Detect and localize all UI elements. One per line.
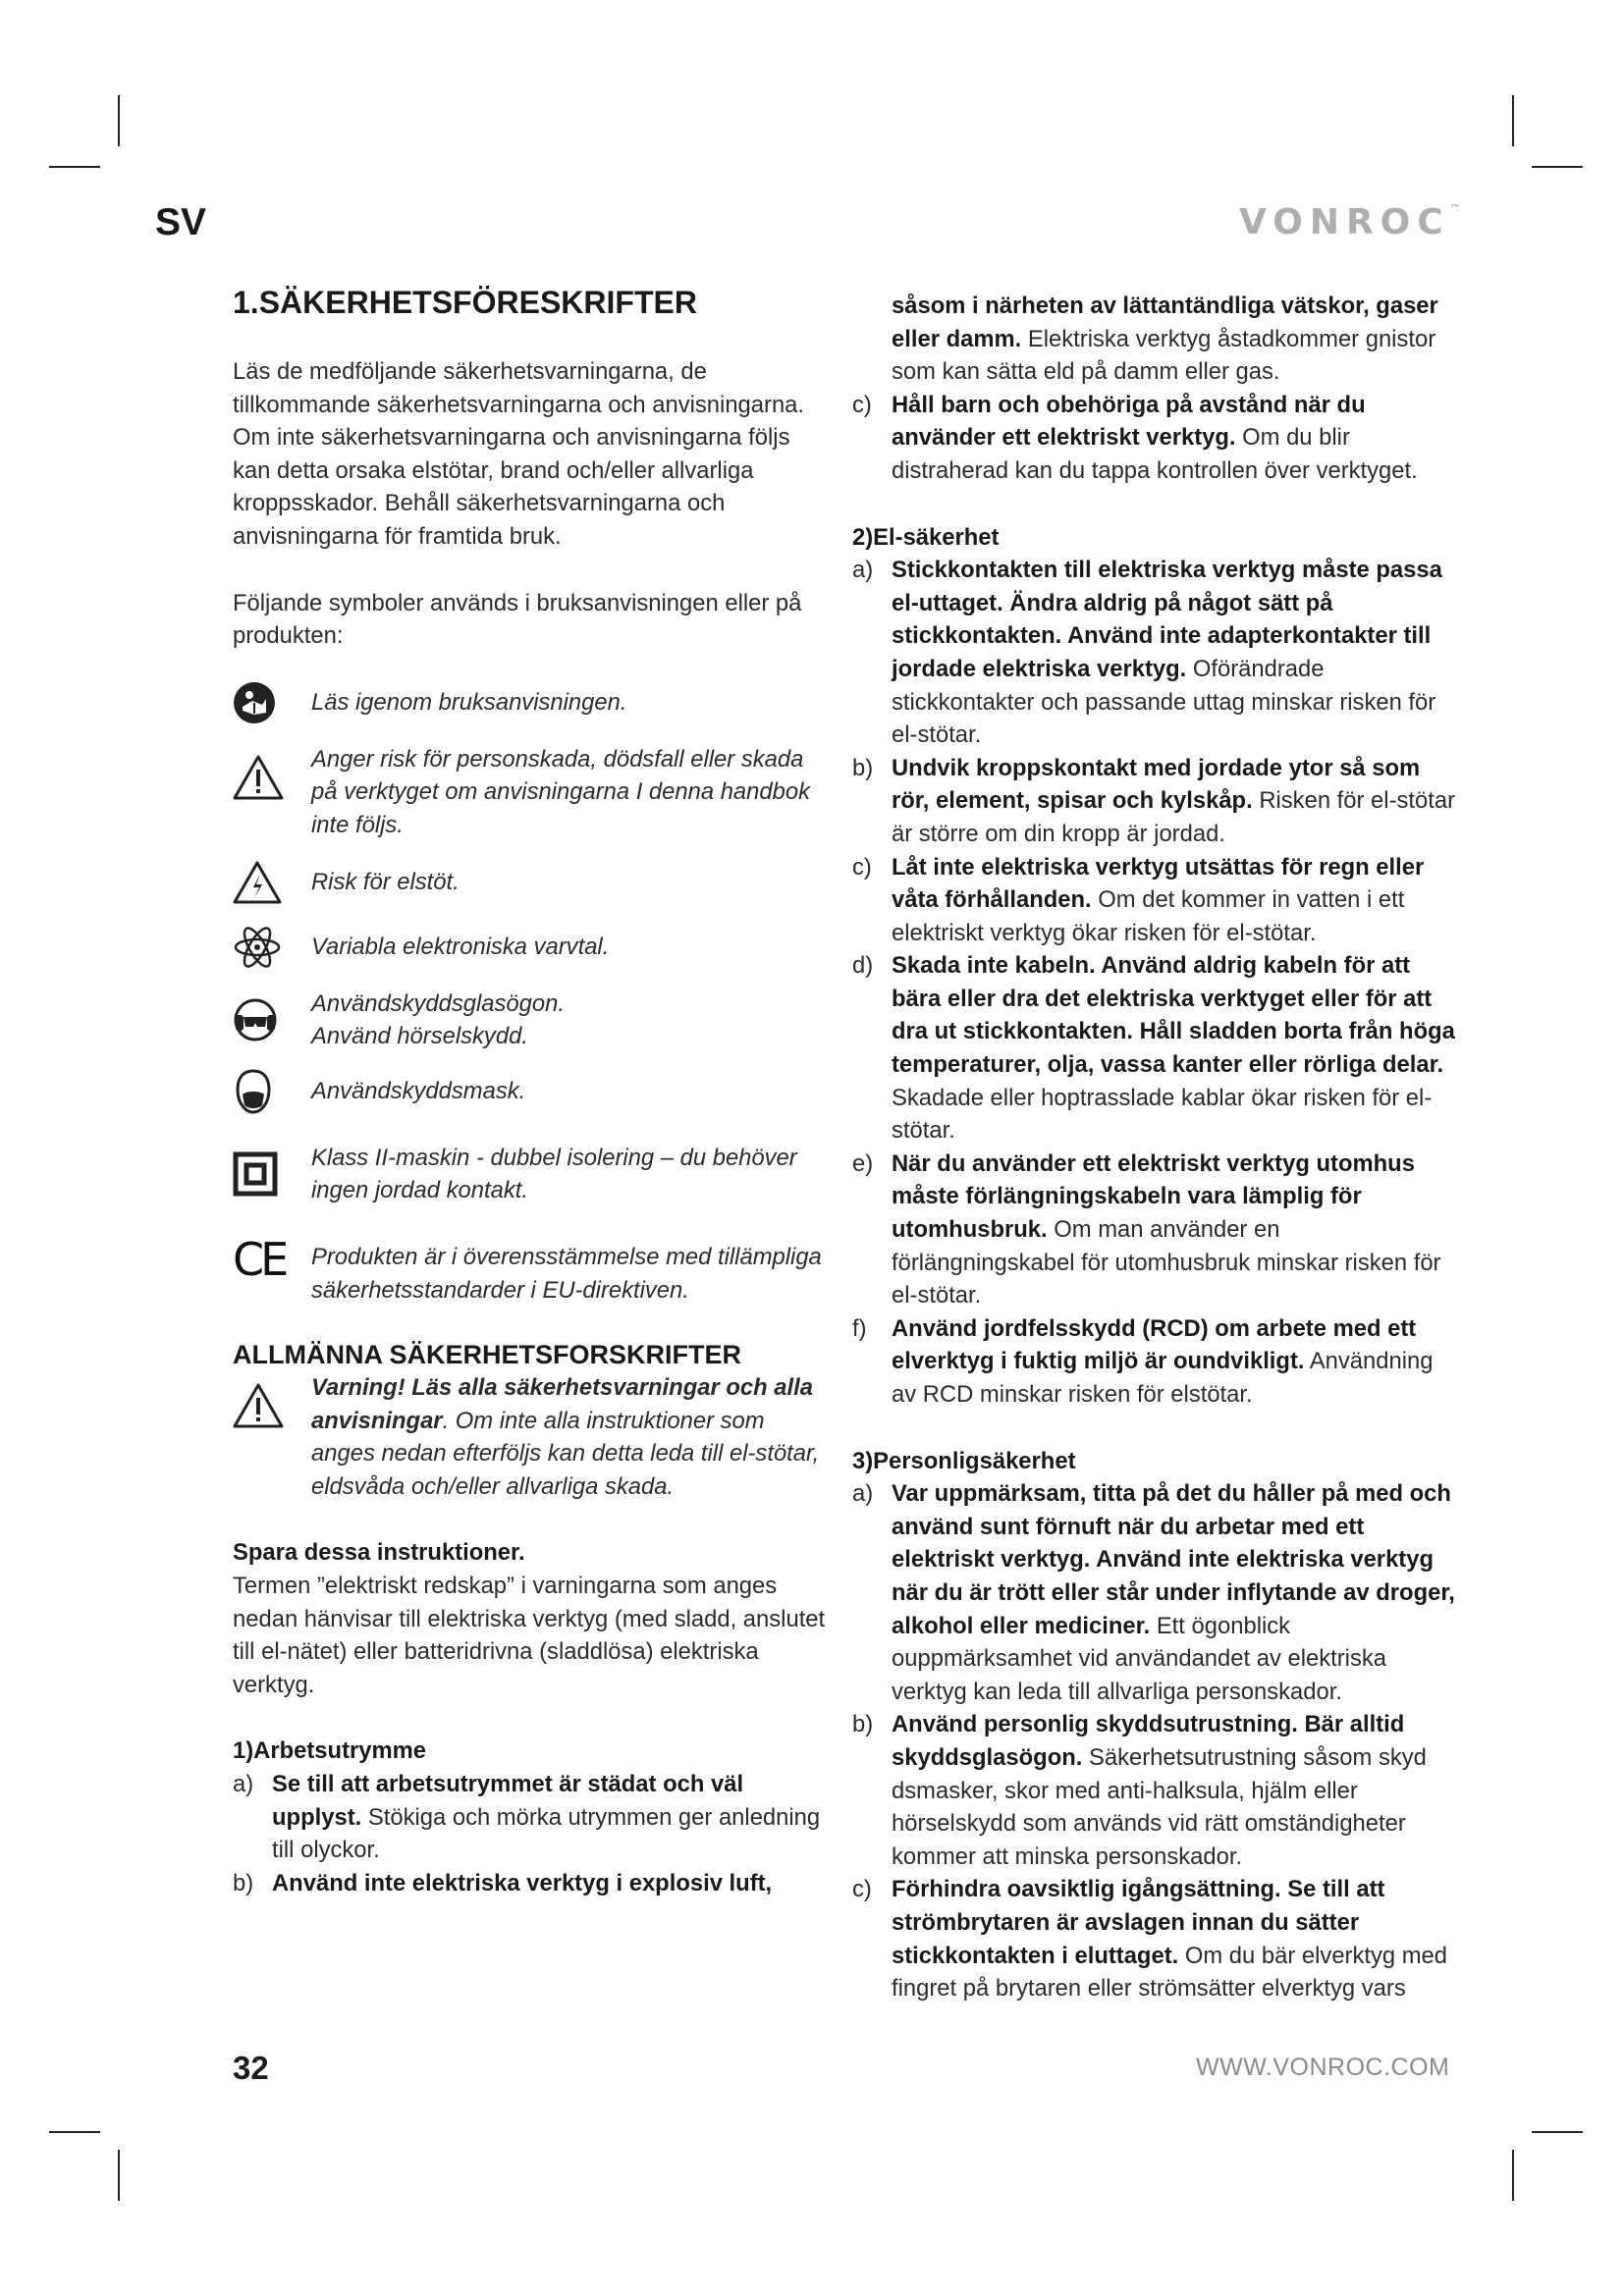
read-manual-icon: [233, 674, 311, 731]
list-text: Risken för el-stötar är större om din kropp är jordad.: [892, 787, 1456, 847]
work-heading: 1)Arbetsutrymme: [233, 1737, 427, 1765]
warning-triangle-icon: [233, 1371, 311, 1440]
list-text: Stökiga och mörka utrymmen ger anledning till olyckor.: [272, 1803, 821, 1864]
list-item: [233, 1768, 832, 1867]
list-item: [852, 1873, 1456, 2004]
symbol-text-line: Använd hörselskydd.: [311, 1023, 528, 1050]
list-letter: a): [233, 1771, 254, 1798]
symbol-text: [311, 988, 565, 1053]
symbol-row: [233, 988, 832, 1053]
warning-text: [311, 1371, 832, 1503]
intro-paragraph: Läs de medföljande säkerhetsvarningarna, de tillkommande säkerhetsvarningarna och anvisningarna. Om inte säkerhetsvarningarna och anvisningarna följs kan detta orsaka elstötar, brand och/eller allvarliga kroppsskador. Behåll säkerhetsvarningarna och anvisningarna för framtida bruk.: [233, 358, 805, 550]
list-letter: c): [852, 1876, 872, 1903]
page-number: 32: [233, 2050, 269, 2086]
list-bold: Stickkontakten till elektriska verktyg måste passa el-uttaget. Ändra aldrig på något sätt på stickkontakten. Använd inte adapterkontakter till jordade elektriska verktyg.: [892, 557, 1442, 682]
symbol-text: Produkten är i överensstämmelse med tillämpliga säkerhetsstandarder i EU-direktiven.: [311, 1243, 822, 1304]
list-text: Om du blir distraherad kan du tappa kontrollen över verktyget.: [892, 424, 1418, 484]
section-title: 1.SÄKERHETSFÖRESKRIFTER: [233, 285, 697, 320]
list-bold: Se till att arbetsutrymmet är städat och väl upplyst.: [272, 1771, 744, 1831]
list-item: [852, 851, 1456, 950]
electric-shock-icon: [233, 854, 311, 911]
list-letter: c): [852, 391, 872, 418]
symbols-intro: Följande symboler används i bruksanvisningen eller på produkten:: [233, 589, 802, 650]
el-heading: 2)El-säkerhet: [852, 523, 1000, 551]
list-letter: a): [852, 557, 874, 584]
list-bold: Håll barn och obehöriga på avstånd när du använder ett elektriskt verktyg.: [892, 391, 1366, 452]
list-item-continued: [852, 290, 1456, 389]
list-bold: Undvik kroppskontakt med jordade ytor så som rör, element, spisar och kylskåp.: [892, 754, 1421, 815]
list-letter: c): [852, 853, 872, 881]
list-text: Skadade eller hoptrasslade kablar ökar risken för el-stötar.: [892, 1084, 1433, 1145]
list-item: [852, 1148, 1456, 1312]
personal-heading: 3)Personligsäkerhet: [852, 1447, 1076, 1474]
trademark-mark: ™: [1449, 202, 1461, 215]
crop-mark: [49, 2131, 100, 2133]
list-bold: Använd inte elektriska verktyg i explosiv luft,: [272, 1869, 773, 1896]
general-heading: ALLMÄNNA SÄKERHETSFORSKRIFTER: [233, 1340, 741, 1370]
list-letter: d): [852, 952, 874, 980]
save-text: Termen ”elektriskt redskap” i varningarna som anges nedan hänvisar till elektriska verktyg (med sladd, anslutet till el-nätet) eller batteridrivna (sladdlösa) elektriska verktyg.: [233, 1573, 826, 1698]
list-letter: b): [233, 1869, 254, 1896]
crop-mark: [1532, 2131, 1583, 2133]
save-heading: Spara dessa instruktioner.: [233, 1539, 525, 1567]
ce-mark-text: CE: [233, 1233, 286, 1287]
list-text: Om du bär elverktyg med fingret på brytaren eller strömsätter elverktyg vars: [892, 1942, 1448, 2002]
list-bold: såsom i närheten av lättantändliga vätskor, gaser eller damm.: [892, 293, 1438, 352]
dust-mask-icon: [233, 1063, 311, 1120]
ce-mark-icon: [233, 1233, 311, 1287]
list-item: [852, 949, 1456, 1148]
goggles-ear-protection-icon: [233, 988, 311, 1053]
list-bold: Låt inte elektriska verktyg utsättas för regn eller våta förhållanden.: [892, 853, 1425, 914]
list-item: [852, 1312, 1456, 1412]
symbol-text: Variabla elektroniska varvtal.: [311, 933, 610, 960]
symbol-text-line: Användskyddsglasögon.: [311, 989, 565, 1017]
warning-block: [233, 1371, 832, 1503]
list-item: [852, 1708, 1456, 1873]
symbol-text: Läs igenom bruksanvisningen.: [311, 688, 627, 716]
warning-rest: . Om inte alla instruktioner som anges nedan efterföljs kan detta leda till el-stötar, eldsvåda och/eller allvarliga skada.: [311, 1407, 820, 1500]
list-letter: b): [852, 1711, 874, 1738]
list-text: Oförändrade stickkontakter och passande uttag minskar risken för el-stötar.: [892, 655, 1436, 749]
symbol-row: [233, 674, 832, 741]
list-letter: a): [852, 1480, 874, 1508]
language-code: SV: [155, 201, 207, 243]
crop-mark: [1512, 2150, 1514, 2201]
list-letter: e): [852, 1149, 874, 1177]
list-bold: Använd jordfelsskydd (RCD) om arbete med ett elverktyg i fuktig miljö är oundvikligt.: [892, 1314, 1417, 1375]
warning-triangle-icon: [233, 743, 311, 812]
list-letter: f): [852, 1314, 867, 1342]
symbol-text: Anger risk för personskada, dödsfall eller skada på verktyget om anvisningarna I denna handbok inte följs.: [311, 745, 811, 838]
list-bold: Förhindra oavsiktlig igångsättning. Se till att strömbrytaren är avslagen innan du sätter stickkontakten i eluttaget.: [892, 1876, 1385, 1969]
list-bold: Använd personlig skyddsutrustning. Bär alltid skyddsglasögon.: [892, 1711, 1405, 1771]
list-letter: b): [852, 754, 874, 781]
symbol-row: [233, 919, 832, 984]
crop-mark: [118, 2150, 120, 2201]
list-text: Om det kommer in vatten i ett elektriskt verktyg ökar risken för el-stötar.: [892, 886, 1405, 946]
right-column: [852, 290, 1456, 2005]
symbol-text: Risk för elstöt.: [311, 868, 460, 895]
crop-mark: [1532, 166, 1583, 168]
crop-mark: [49, 166, 100, 168]
crop-mark: [1512, 95, 1514, 146]
list-item: [233, 1867, 832, 1900]
variable-speed-icon: [233, 919, 311, 976]
symbol-row: [233, 743, 832, 842]
symbol-text: Klass II-maskin - dubbel isolering – du behöver ingen jordad kontakt.: [311, 1144, 797, 1204]
symbol-row: [233, 1063, 832, 1128]
symbol-row: [233, 854, 832, 919]
brand-name: VONROC: [1239, 202, 1450, 242]
warning-bold: Varning! Läs alla säkerhetsvarningar och alla anvisningar: [311, 1374, 813, 1434]
left-column: [233, 283, 832, 1899]
list-bold: Var uppmärksam, titta på det du håller på med och använd sunt förnuft när du arbetar med ett elektriskt verktyg. Använd inte elektriska verktyg när du är trött eller står under inflytande av droger, alkohol eller mediciner.: [892, 1480, 1455, 1639]
list-item: [852, 752, 1456, 851]
list-text: Säkerhetsutrustning såsom skyd dsmasker, skor med anti-halksula, hjälm eller hörselskydd som används vid rätt omständigheter kommer att minska personskador.: [892, 1743, 1427, 1870]
crop-mark: [118, 95, 120, 146]
list-item: [852, 389, 1456, 488]
list-item: [852, 1477, 1456, 1708]
brand-logo: [1239, 202, 1461, 242]
list-bold: När du använder ett elektriskt verktyg utomhus måste förlängningskabeln vara lämplig för utomhusbruk.: [892, 1149, 1415, 1244]
list-text: Elektriska verktyg åstadkommer gnistor som kan sätta eld på damm eller gas.: [892, 325, 1436, 386]
list-text: Om man använder en förlängningskabel för utomhusbruk minskar risken för el-stötar.: [892, 1216, 1441, 1309]
symbol-row: [233, 1233, 832, 1307]
list-bold: Skada inte kabeln. Använd aldrig kabeln för att bära eller dra det elektriska verktyget eller för att dra ut stickkontakten. Håll sladden borta från höga temperaturer, olja, vassa kanter eller rörliga delar.: [892, 952, 1455, 1079]
list-item: [852, 554, 1456, 752]
class-ii-icon: [233, 1142, 311, 1206]
symbol-text: Användskyddsmask.: [311, 1077, 526, 1104]
symbol-row: [233, 1142, 832, 1207]
website-link[interactable]: WWW.VONROC.COM: [1196, 2054, 1450, 2081]
list-text: Användning av RCD minskar risken för elstötar.: [892, 1348, 1434, 1408]
list-text: Ett ögonblick ouppmärksamhet vid användandet av elektriska verktyg kan leda till allvarliga personskador.: [892, 1612, 1386, 1705]
